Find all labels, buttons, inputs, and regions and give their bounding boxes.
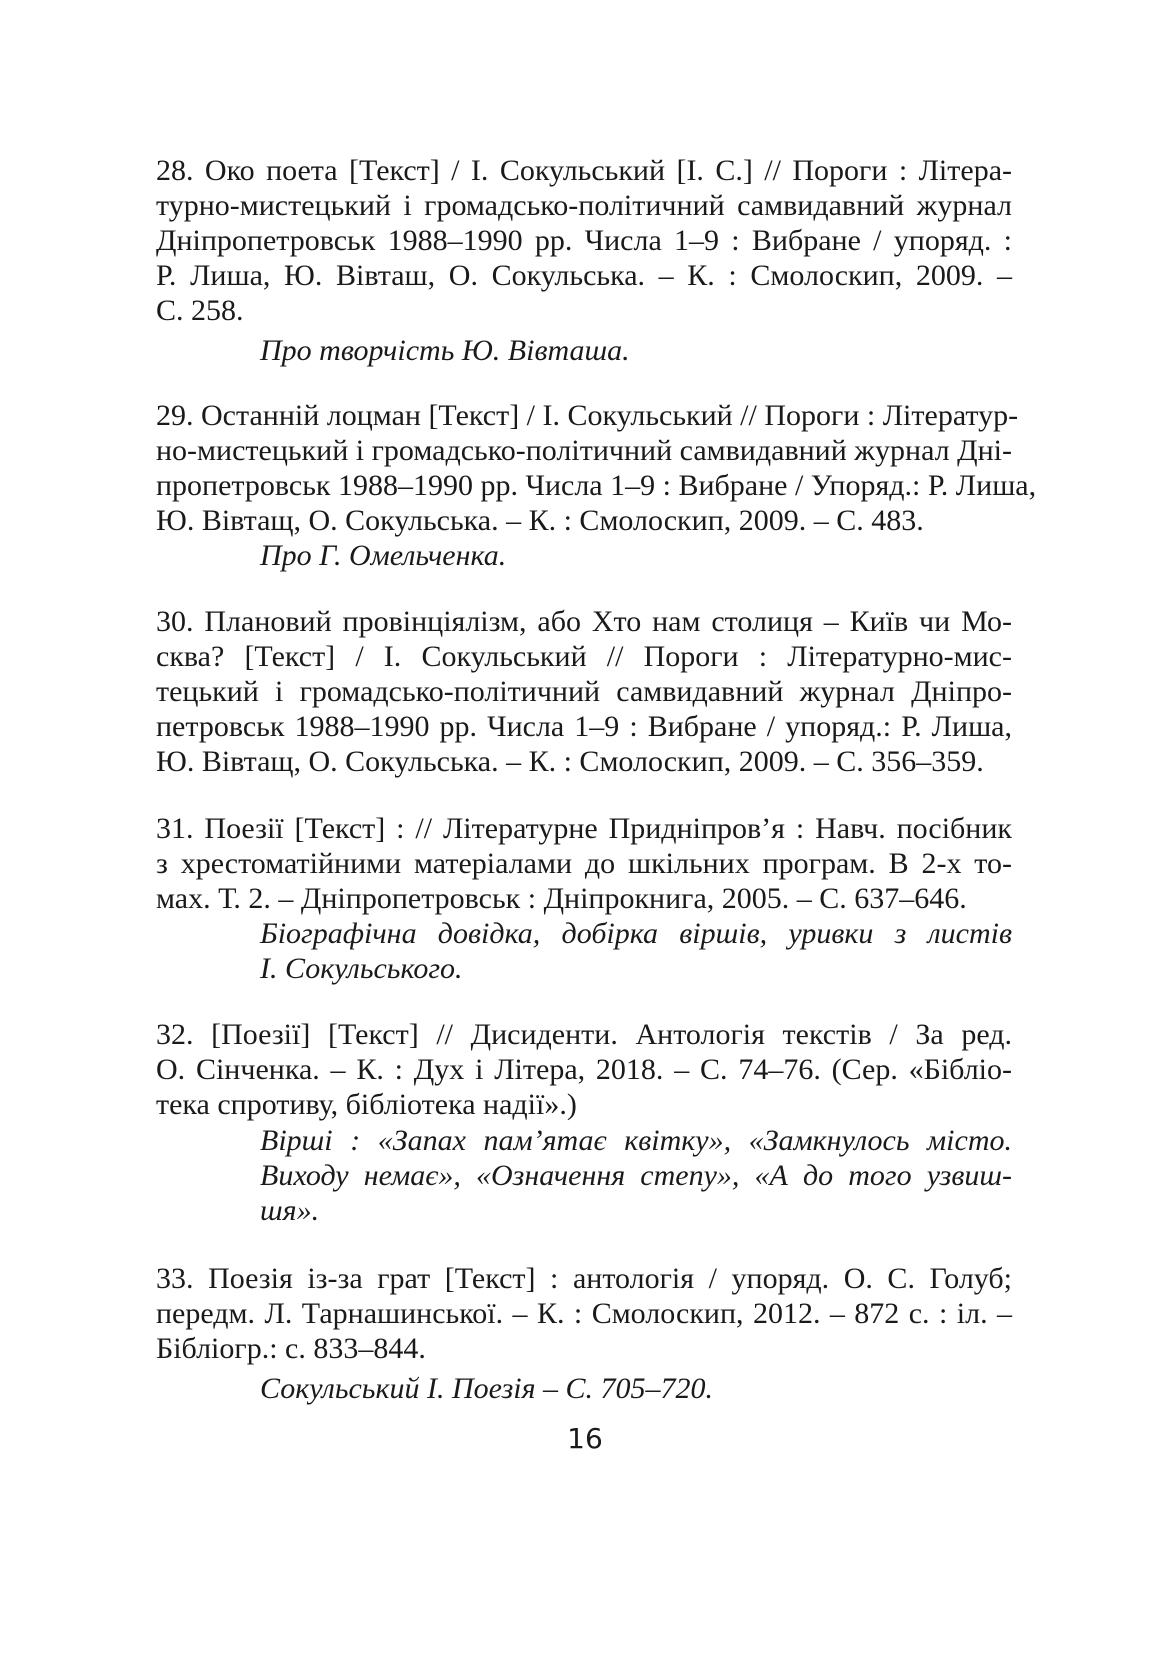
page-number: 16 (567, 1422, 603, 1455)
entry-line: 32. [Поезії] [Текст] // Дисиденти. Антологія текстів / За ред. (156, 1018, 1012, 1051)
entry-annotation: Про Г. Омельченка. (260, 539, 507, 572)
entry-line: С. 258. (156, 294, 244, 327)
entry-line: 31. Поезії [Текст] : // Літературне Придніпров’я : Навч. посібник (156, 812, 1012, 845)
entry-line: пропетровськ 1988–1990 рр. Числа 1–9 : Вибране / Упоряд.: Р. Лиша, (156, 469, 1037, 502)
entry-line: передм. Л. Тарнашинської. – К. : Смолоскип, 2012. – 872 с. : іл. – (156, 1297, 1012, 1330)
entry-line: мах. Т. 2. – Дніпропетровськ : Дніпрокнига, 2005. – С. 637–646. (156, 882, 967, 915)
entry-line: Ю. Вівтащ, О. Сокульська. – К. : Смолоскип, 2009. – С. 483. (156, 504, 924, 537)
entry-line: з хрестоматійними матеріалами до шкільних програм. В 2-х то- (156, 847, 1012, 880)
entry-line: Ю. Вівтащ, О. Сокульська. – К. : Смолоскип, 2009. – С. 356–359. (156, 745, 984, 778)
entry-annotation: Про творчість Ю. Вівташа. (260, 334, 630, 367)
entry-line: тецький і громадсько-політичний самвидавний журнал Дніпро- (156, 675, 1012, 708)
entry-annotation: Вірші : «Запах пам’ятає квітку», «Замкнулось місто. (260, 1124, 1012, 1157)
entry-line: турно-мистецький і громадсько-політичний самвидавний журнал (156, 189, 1012, 222)
entry-line: 29. Останній лоцман [Текст] / І. Сокульський // Пороги : Літератур- (156, 399, 1019, 432)
entry-line: Р. Лиша, Ю. Вівташ, О. Сокульська. – К. : Смолоскип, 2009. – (156, 259, 1012, 292)
entry-line: Бібліогр.: с. 833–844. (156, 1332, 426, 1365)
entry-annotation: І. Сокульського. (260, 952, 463, 985)
entry-line: 33. Поезія із-за грат [Текст] : антологія / упоряд. О. С. Голуб; (156, 1262, 1012, 1295)
entry-line: 30. Плановий провінціялізм, або Хто нам столиця – Київ чи Мо- (156, 605, 1012, 638)
entry-annotation: Біографічна довідка, добірка віршів, уривки з листів (260, 917, 1012, 950)
entry-annotation: Виходу немає», «Означення степу», «А до того узвиш- (260, 1159, 1012, 1192)
entry-line: тека спротиву, бібліотека надії».) (156, 1088, 577, 1121)
entry-annotation: шя». (260, 1194, 320, 1227)
entry-line: 28. Око поета [Текст] / І. Сокульський [І. С.] // Пороги : Літера- (156, 154, 1012, 187)
entry-line: Дніпропетровськ 1988–1990 рр. Числа 1–9 : Вибране / упоряд. : (156, 224, 1012, 257)
entry-annotation: Сокульський І. Поезія – С. 705–720. (260, 1372, 714, 1405)
entry-line: но-мистецький і громадсько-політичний самвидавний журнал Дні- (156, 434, 1012, 467)
entry-line: О. Сінченка. – К. : Дух і Літера, 2018. – С. 74–76. (Сер. «Бібліо- (156, 1053, 1012, 1086)
entry-line: петровськ 1988–1990 рр. Числа 1–9 : Вибране / упоряд.: Р. Лиша, (156, 710, 1012, 743)
entry-line: сква? [Текст] / І. Сокульський // Пороги : Літературно-мис- (156, 640, 1012, 673)
